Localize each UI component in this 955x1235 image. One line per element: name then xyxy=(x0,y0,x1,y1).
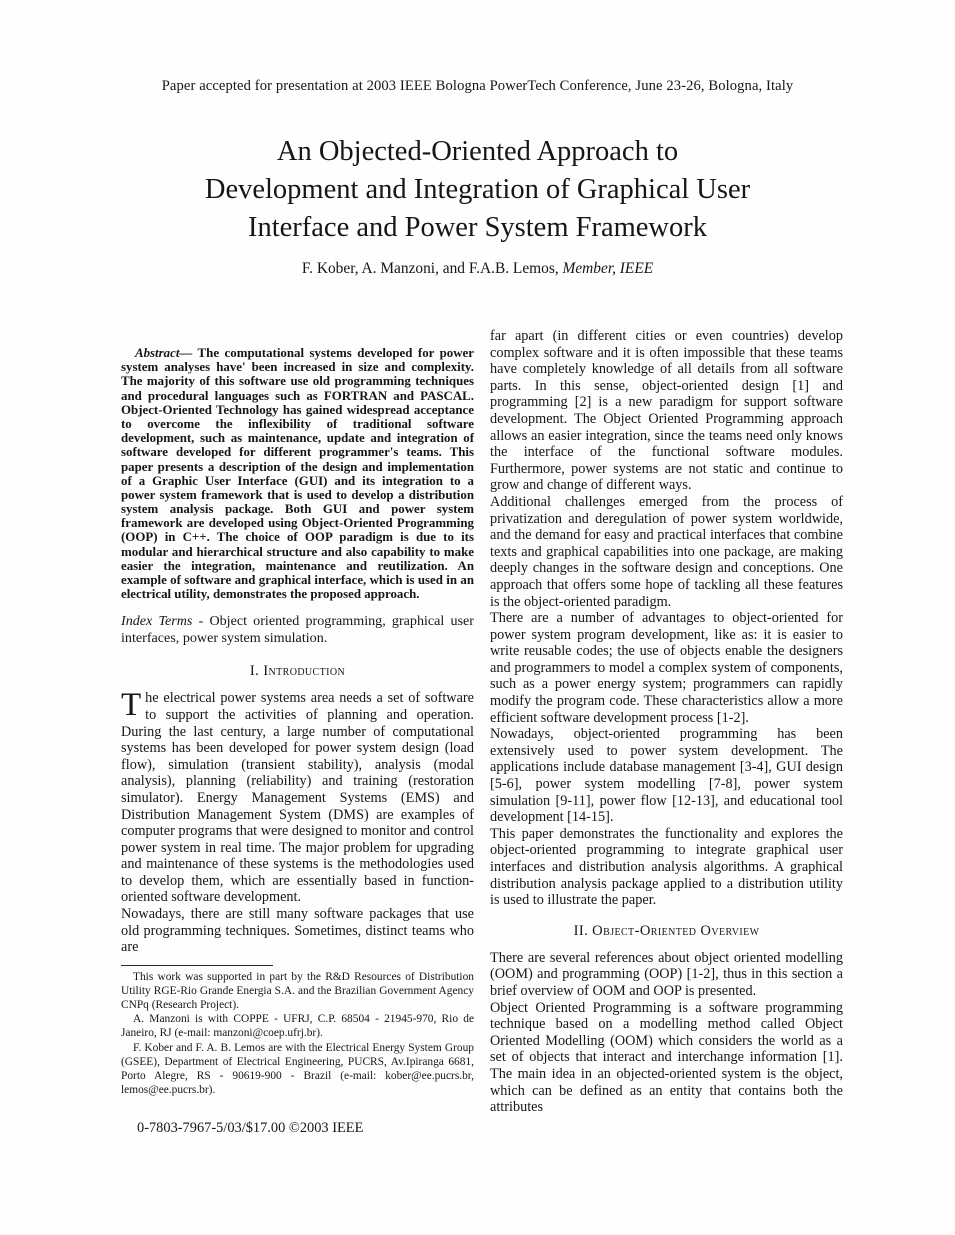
right-paragraph-2: Additional challenges emerged from the process of privatization and deregulation of power system worldwide, and the demand for easy and practical interfaces that combine texts and graphical capabilities into one package, are making deeply changes in the software design and conceptions. One approach that offers some hope of tackling all these features is the object-oriented paradigm. xyxy=(490,493,843,610)
copyright-line: 0-7803-7967-5/03/$17.00 ©2003 IEEE xyxy=(137,1120,364,1136)
footnote-rule xyxy=(121,965,273,966)
intro-paragraph-1 xyxy=(121,687,474,906)
title-line-1: An Objected-Oriented Approach to xyxy=(276,136,679,167)
footnote-funding: This work was supported in part by the R&D Resources of Distribution Utility RGE-Rio Grande Energia S.A. and the Brazilian Government Agency CNPq (Research Project). xyxy=(121,970,474,1012)
right-paragraph-7: Object Oriented Programming is a software programming technique based on a modelling method called Object Oriented Modelling (OOM) which considers the world as a set of objects that interact and interchange information [1]. The main idea in an objected-oriented system is the object, which can be defined as an entity that contains both the attributes xyxy=(490,999,843,1116)
intro-paragraph-1-text: he electrical power systems area needs a set of software to support the activities of planning and operation. During the last century, a large number of computational systems has been developed for power system design (load flow), simulation (transient stability), analysis (modal analysis), planning (reliability) and training (restoration simulator). Energy Management Systems (EMS) and Distribution Management System (DMS) are examples of computer programs that were designed to monitor and control power system in real time. The major problem for upgrading and maintenance of these systems is the methodologies used to develop them, which are essentially based in function-oriented software development. xyxy=(121,690,474,906)
section-1-heading: I. Introduction xyxy=(249,663,346,680)
index-terms-text: - Object oriented programming, graphical user interfaces, power system simulation. xyxy=(121,613,474,646)
title-line-2: Development and Integration of Graphical User xyxy=(204,173,751,205)
acceptance-note: Paper accepted for presentation at 2003 IEEE Bologna PowerTech Conference, June 23-26, Bologna, Italy xyxy=(161,78,794,94)
footnote-block xyxy=(121,965,474,1097)
footnote-affiliation-kober-lemos: F. Kober and F. A. B. Lemos are with the Electrical Energy System Group (GSEE), Department of Electrical Engineering, PUCRS, Av.Ipiranga 6681, Porto Alegre, RS - 90619-900 - Brazil (e-mail: kober@ee.pucrs.br, lemos@ee.pucrs.br). xyxy=(121,1041,474,1096)
right-paragraph-4: Nowadays, object-oriented programming has been extensively used to power system development. The applications include database management [3-4], GUI design [5-6], power system modelling [7-8], power system simulation [9-11], power flow [12-13], and educational tool development [14-15]. xyxy=(490,726,843,826)
right-paragraph-3: There are a number of advantages to object-oriented for power system program development, like as: it is easier to write reusable codes; the use of objects enable the designers and programmers to model a complex system of components, such as a power energy system; programmers can rapidly modify the program code. These characteristics allow a more efficient software development process [1-2]. xyxy=(490,610,843,726)
abstract-label: Abstract— xyxy=(135,346,193,360)
author-names: F. Kober, A. Manzoni, and F.A.B. Lemos, xyxy=(301,260,563,277)
title-line-3: Interface and Power System Framework xyxy=(247,211,708,243)
right-column xyxy=(490,328,843,1116)
abstract-text: The computational systems developed for power system analyses have' been increased in size and complexity. The majority of this software use old programming techniques and procedural languages such as FORTRAN and PASCAL. Object-Oriented Technology has gained widespread acceptance to overcome the inflexibility of traditional software development, such as maintenance, update and integration of software developed for different programmer's teams. This paper presents a description of the design and implementation of a Graphic User Interface (GUI) and its integration to a power system framework that is used to develop a distribution system analysis package. Both GUI and power system framework are developed using Object-Oriented Programming (OOP) in C++. The choice of OOP paradigm is due to its modular and hierarchical structure and also capability to make easier the integration, maintenance and reutilization. An example of software and graphical interface, which is used in an electrical utility, demonstrates the proposed approach. xyxy=(121,346,474,602)
author-line xyxy=(0,260,955,278)
drop-cap: T xyxy=(121,687,142,724)
author-membership: Member, IEEE xyxy=(562,260,654,277)
abstract-paragraph xyxy=(121,346,474,601)
two-column-body xyxy=(121,328,843,1116)
right-paragraph-1: far apart (in different cities or even countries) develop complex software and it is often impossible that these teams have completely knowledge of all details from all software parts. In this sense, object-oriented design [1] and programming [2] is a new paradigm for support software development. The Object Oriented Programming approach allows an easier integration, since the teams need only knows the interface of the functional software modules. Furthermore, power systems are not static and continue to grow and change of different ways. xyxy=(490,328,843,494)
right-paragraph-6: There are several references about object oriented modelling (OOM) and programming (OOP) [1-2], thus in this section a brief overview of OOM and OOP is presented. xyxy=(490,949,843,999)
index-terms-label: Index Terms xyxy=(121,613,193,630)
right-paragraph-5: This paper demonstrates the functionality and explores the object-oriented programming to integrate graphical user interfaces and distribution analysis algorithms. A graphical distribution analysis package applied to a distribution utility is used to illustrate the paper. xyxy=(490,825,843,909)
index-terms-paragraph xyxy=(121,613,474,646)
section-2-heading: II. Object-Oriented Overview xyxy=(573,922,760,939)
intro-paragraph-2: Nowadays, there are still many software packages that use old programming techniques. Sometimes, distinct teams who are xyxy=(121,906,474,956)
paper-title xyxy=(98,133,858,247)
footnote-affiliation-manzoni: A. Manzoni is with COPPE - UFRJ, C.P. 68504 - 21945-970, Rio de Janeiro, RJ (e-mail: manzoni@coep.ufrj.br). xyxy=(121,1013,474,1040)
left-column xyxy=(121,328,474,1116)
